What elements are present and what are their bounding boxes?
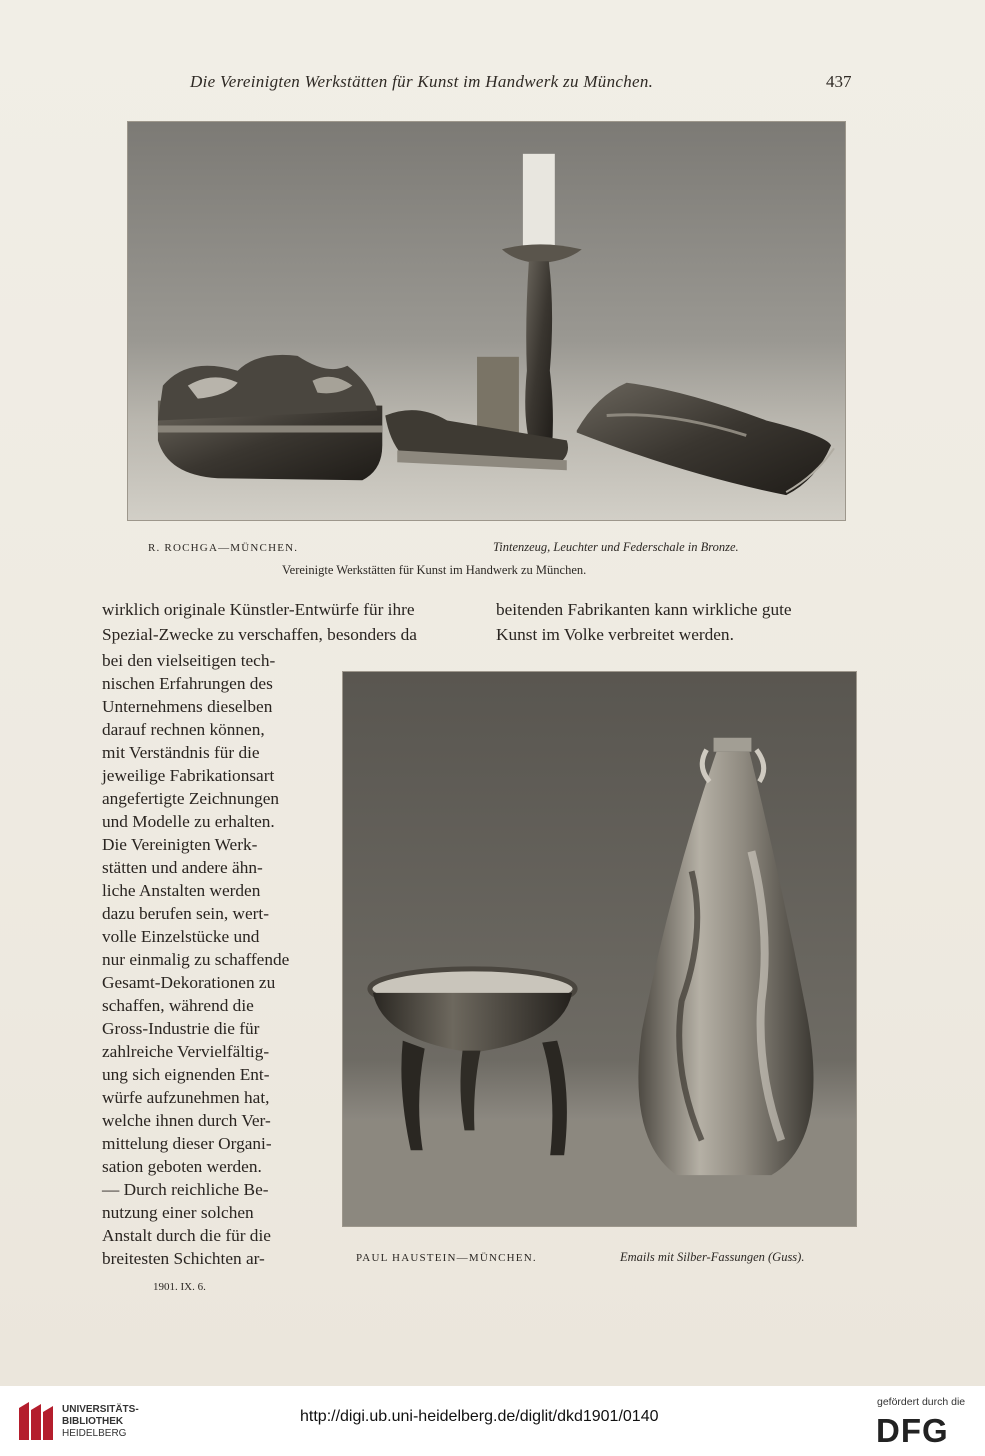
body-line: Unternehmens dieselben bbox=[102, 697, 273, 716]
library-name-line: UNIVERSITÄTS- bbox=[62, 1404, 139, 1415]
body-line: nur einmalig zu schaffende bbox=[102, 950, 290, 969]
body-line: würfe aufzunehmen hat, bbox=[102, 1088, 270, 1107]
body-line: Spezial-Zwecke zu verschaffen, besonders da bbox=[102, 625, 417, 644]
figure-1-artist: R. ROCHGA—MÜNCHEN. bbox=[148, 542, 299, 554]
body-line: angefertigte Zeichnungen bbox=[102, 789, 280, 808]
figure-2-title: Emails mit Silber-Fassungen (Guss). bbox=[620, 1250, 805, 1264]
page-number: 437 bbox=[826, 72, 852, 91]
photo-enamel-objects bbox=[342, 671, 857, 1227]
right-column-line: Kunst im Volke verbreitet werden. bbox=[496, 625, 734, 644]
permalink-url[interactable]: http://digi.ub.uni-heidelberg.de/diglit/dkd1901/0140 bbox=[300, 1408, 659, 1425]
body-line: zahlreiche Vervielfältig- bbox=[102, 1042, 270, 1061]
body-line: schaffen, während die bbox=[102, 996, 254, 1015]
body-line: jeweilige Fabrikationsart bbox=[102, 766, 275, 785]
body-line: volle Einzelstücke und bbox=[102, 927, 260, 946]
university-library-logo-icon bbox=[17, 1400, 55, 1442]
library-name-line: HEIDELBERG bbox=[62, 1428, 127, 1439]
library-name bbox=[62, 1404, 139, 1440]
funded-by-label: gefördert durch die bbox=[877, 1396, 966, 1408]
signature-mark: 1901. IX. 6. bbox=[153, 1281, 206, 1293]
body-line: mit Verständnis für die bbox=[102, 743, 260, 762]
library-name-line: BIBLIOTHEK bbox=[62, 1416, 124, 1427]
body-line: breitesten Schichten ar- bbox=[102, 1249, 265, 1268]
body-line: Anstalt durch die für die bbox=[102, 1226, 271, 1245]
body-line: wirklich originale Künstler-Entwürfe für ihre bbox=[102, 600, 415, 619]
running-head-title: Die Vereinigten Werkstätten für Kunst im Handwerk zu München. bbox=[190, 72, 654, 91]
body-line: dazu berufen sein, wert- bbox=[102, 904, 269, 923]
body-line: liche Anstalten werden bbox=[102, 881, 261, 900]
figure-1-title: Tintenzeug, Leuchter und Federschale in Bronze. bbox=[493, 540, 739, 554]
body-line: mittelung dieser Organi- bbox=[102, 1134, 272, 1153]
right-column-line: beitenden Fabrikanten kann wirkliche gute bbox=[496, 600, 792, 619]
body-line: stätten und andere ähn- bbox=[102, 858, 263, 877]
photo-bronze-objects bbox=[127, 121, 846, 521]
body-line: bei den vielseitigen tech- bbox=[102, 651, 276, 670]
body-line: Die Vereinigten Werk- bbox=[102, 835, 258, 854]
body-line: nutzung einer solchen bbox=[102, 1203, 254, 1222]
body-line: welche ihnen durch Ver- bbox=[102, 1111, 271, 1130]
body-line: — Durch reichliche Be- bbox=[102, 1180, 269, 1199]
body-line: Gross-Industrie die für bbox=[102, 1019, 260, 1038]
body-line: darauf rechnen können, bbox=[102, 720, 265, 739]
body-line: ung sich eignenden Ent- bbox=[102, 1065, 270, 1084]
footer-bar bbox=[0, 1386, 985, 1456]
dfg-logo: DFG bbox=[876, 1412, 949, 1449]
body-line: nischen Erfahrungen des bbox=[102, 674, 273, 693]
body-line: sation geboten werden. bbox=[102, 1157, 262, 1176]
body-line: Gesamt-Dekorationen zu bbox=[102, 973, 276, 992]
body-line: und Modelle zu erhalten. bbox=[102, 812, 275, 831]
figure-2-artist: PAUL HAUSTEIN—MÜNCHEN. bbox=[356, 1252, 537, 1264]
figure-1-credit: Vereinigte Werkstätten für Kunst im Handwerk zu München. bbox=[282, 563, 587, 577]
